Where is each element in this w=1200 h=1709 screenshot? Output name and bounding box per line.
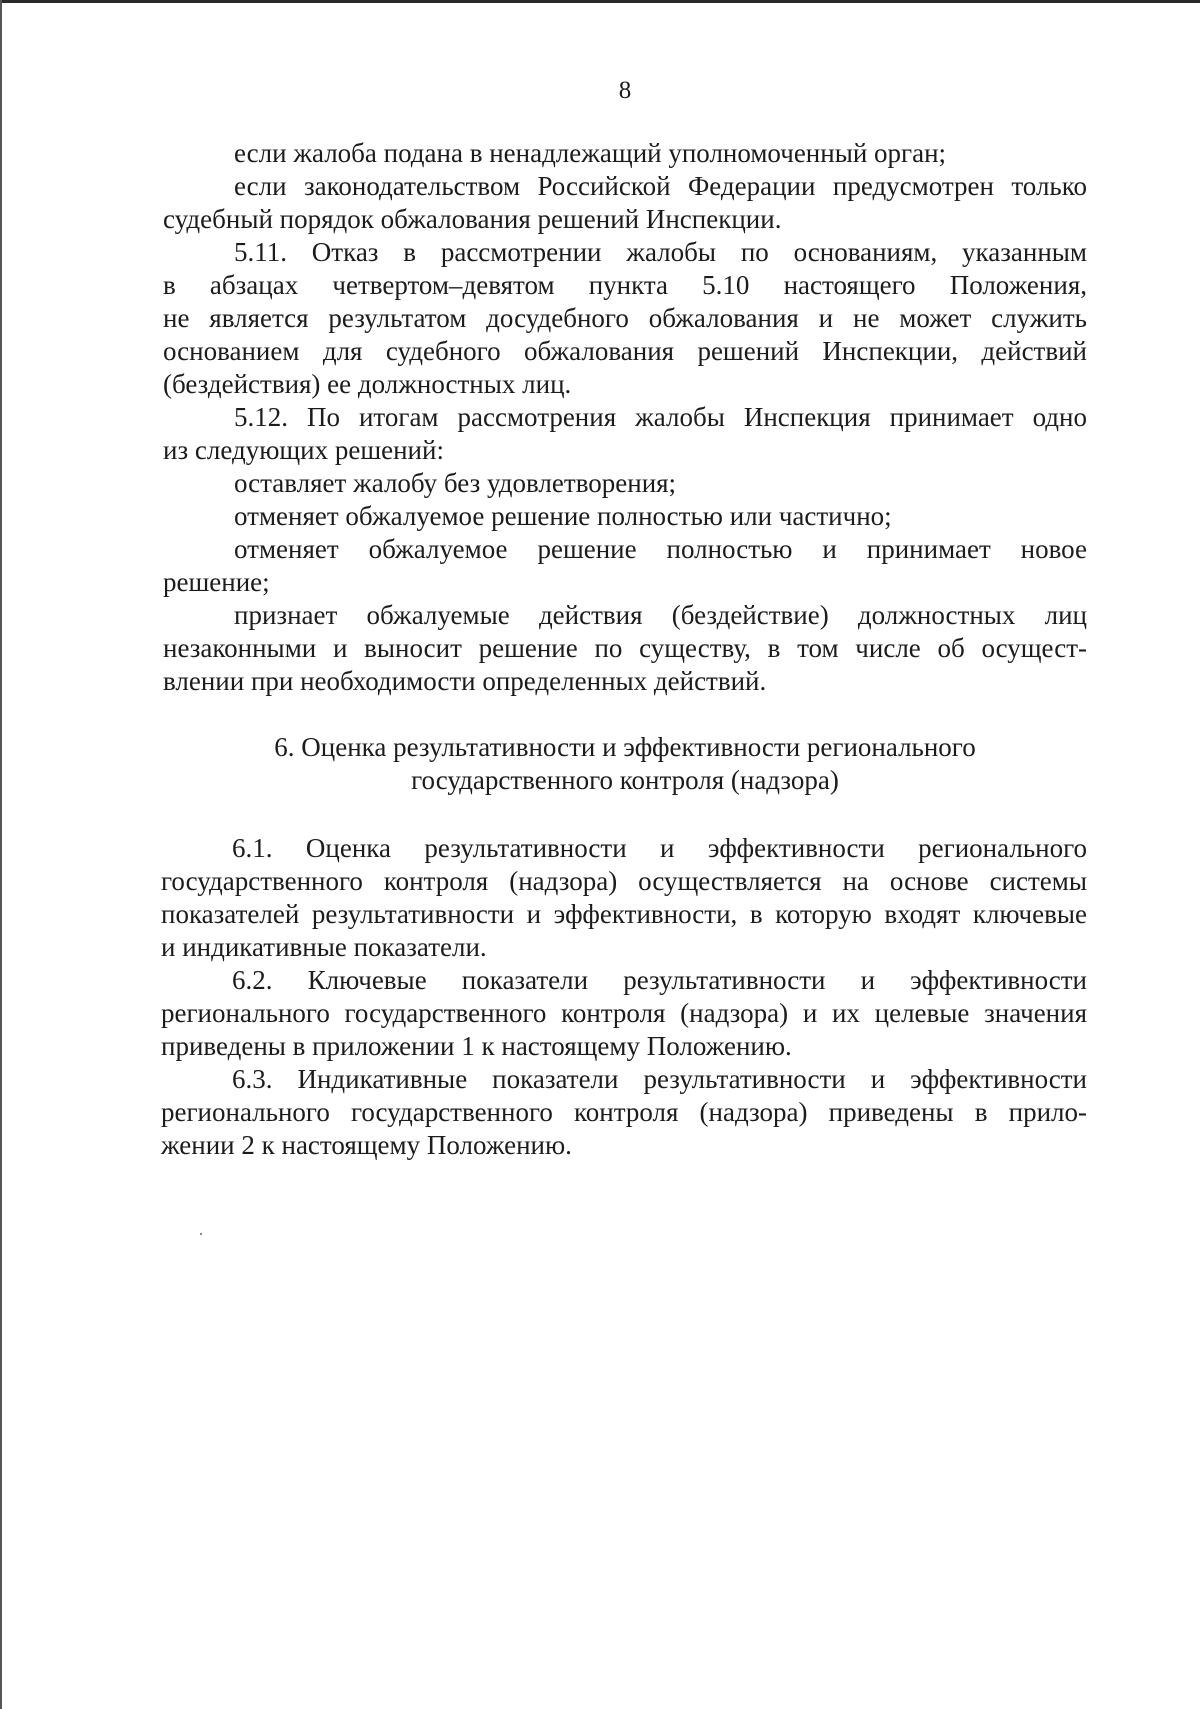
- paragraph-line: (бездействия) ее должностных лиц.: [163, 369, 572, 399]
- paragraph-decision-new: [163, 533, 1087, 599]
- paragraph-line: влении при необходимости определенных действий.: [163, 666, 767, 696]
- scan-edge-top: [0, 0, 1200, 3]
- paragraph-line: показателей результативности и эффективности, в которую входят ключевые: [161, 899, 1087, 929]
- paragraph-line: приведены в приложении 1 к настоящему Положению.: [161, 1031, 792, 1061]
- paragraph-line: в абзацах четвертом–девятом пункта 5.10 настоящего Положения,: [163, 270, 1087, 300]
- paragraph-text: оставляет жалобу без удовлетворения;: [234, 468, 677, 498]
- paragraph-line: регионального государственного контроля (надзора) и их целевые значения: [161, 998, 1087, 1028]
- document-body-part-2: [161, 832, 1087, 1162]
- paragraph-line: 6.2. Ключевые показатели результативности и эффективности: [232, 965, 1087, 995]
- section-title-line: 6. Оценка результативности и эффективности регионального: [274, 732, 976, 762]
- paragraph-line: 5.11. Отказ в рассмотрении жалобы по основаниям, указанным: [234, 237, 1087, 267]
- document-body-part-1: [163, 137, 1087, 698]
- paragraph-line: отменяет обжалуемое решение полностью и принимает новое: [234, 534, 1087, 564]
- paragraph-line: регионального государственного контроля (надзора) приведены в прило-: [161, 1097, 1087, 1127]
- paragraph-line: основанием для судебного обжалования решений Инспекции, действий: [163, 336, 1087, 366]
- paragraph-line: решение;: [163, 567, 270, 597]
- paragraph-line: 5.12. По итогам рассмотрения жалобы Инспекция принимает одно: [234, 402, 1087, 432]
- paragraph-line: и индикативные показатели.: [161, 932, 487, 962]
- paragraph-line: из следующих решений:: [163, 435, 444, 465]
- paragraph-line: государственного контроля (надзора) осуществляется на основе системы: [161, 866, 1087, 896]
- paragraph-line: незаконными и выносит решение по существу, в том числе об осущест-: [163, 633, 1087, 663]
- paragraph-6-1: [161, 832, 1087, 964]
- paragraph-text: отменяет обжалуемое решение полностью или частично;: [234, 501, 892, 531]
- paragraph-6-3: [161, 1063, 1087, 1162]
- paragraph-line: не является результатом досудебного обжалования и не может служить: [163, 303, 1087, 333]
- paragraph-decision-unlawful: [163, 599, 1087, 698]
- paragraph-line: 6.1. Оценка результативности и эффективности регионального: [232, 833, 1087, 863]
- paragraph-5-11: [163, 236, 1087, 401]
- paragraph-line: судебный порядок обжалования решений Инспекции.: [163, 204, 782, 234]
- paragraph-text: если жалоба подана в ненадлежащий уполномоченный орган;: [234, 138, 947, 168]
- paragraph-line: жении 2 к настоящему Положению.: [161, 1130, 572, 1160]
- scan-speck: [200, 1233, 202, 1235]
- paragraph-complaint-wrong-authority: [163, 137, 1087, 170]
- paragraph-6-2: [161, 964, 1087, 1063]
- section-6-heading: [163, 731, 1087, 797]
- paragraph-line: 6.3. Индикативные показатели результативности и эффективности: [232, 1064, 1087, 1094]
- paragraph-line: если законодательством Российской Федерации предусмотрен только: [234, 171, 1087, 201]
- scan-edge-left: [0, 0, 2, 1709]
- page-number: 8: [618, 77, 632, 104]
- paragraph-line: признает обжалуемые действия (бездействие) должностных лиц: [234, 600, 1087, 630]
- paragraph-decision-leave: [163, 467, 1087, 500]
- paragraph-court-only: [163, 170, 1087, 236]
- section-title-line: государственного контроля (надзора): [411, 765, 839, 795]
- paragraph-decision-cancel: [163, 500, 1087, 533]
- paragraph-5-12: [163, 401, 1087, 467]
